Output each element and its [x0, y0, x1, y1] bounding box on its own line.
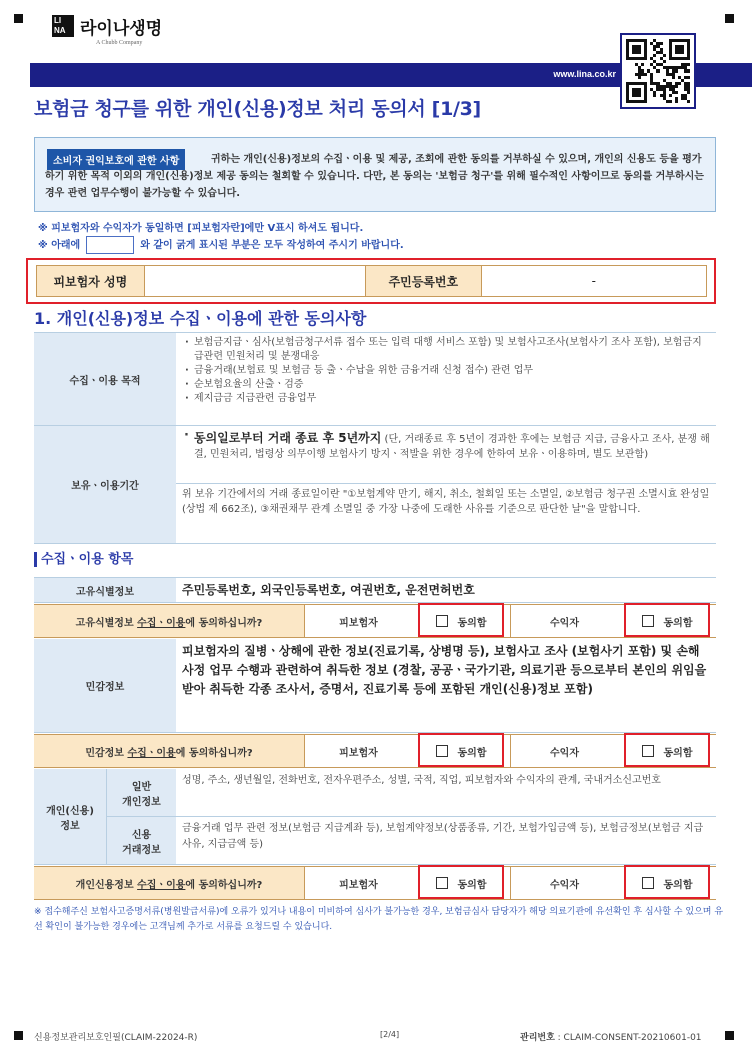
purpose-item: · 제지급금 지급관련 금융업무 — [182, 392, 710, 406]
unique-id-insured-agree[interactable]: 동의함 — [412, 605, 510, 637]
general-info-label: 일반 개인정보 — [106, 769, 176, 816]
corner-mark-bl — [14, 1031, 23, 1040]
note-same-person: ※ 피보험자와 수익자가 동일하면 [피보험자란]에만 V표시 하셔도 됩니다. — [38, 223, 364, 234]
purpose-item: · 순보험요율의 산출ㆍ검증 — [182, 378, 710, 392]
unique-id-label: 고유식별정보 — [34, 578, 176, 602]
purpose-item: · 보험금지급ㆍ심사(보험금청구서류 접수 또는 입력 대행 서비스 포함) 및 보험사고조사(보험사기 조사 포함), 보험금지급관련 민원처리 및 분쟁대응 — [182, 336, 710, 364]
insured-label: 피보험자 — [304, 867, 412, 899]
sensitive-beneficiary-agree[interactable]: 동의함 — [618, 735, 716, 767]
sensitive-row — [34, 639, 716, 733]
insured-label: 피보험자 — [304, 605, 412, 637]
personal-insured-agree[interactable]: 동의함 — [412, 867, 510, 899]
qr-code — [620, 33, 696, 109]
logo-subtitle: A Chubb Company — [96, 40, 143, 46]
retention-content — [176, 426, 716, 543]
logo-mark: LI NA — [52, 15, 74, 37]
retention-label: 보유ㆍ이용기간 — [34, 426, 176, 543]
personal-consent-question: 개인신용정보 수집ㆍ이용에 동의하십니까? — [75, 879, 263, 891]
rrn-field[interactable]: - — [482, 266, 706, 296]
management-number — [520, 1030, 702, 1043]
retention-period: · 동의일로부터 거래 종료 후 5년까지 (단, 거래종료 후 5년이 경과한 후에는 보험금 지급, 금융사고 조사, 분쟁 해결, 민원처리, 법령상 의무이행 보험사기 방지ㆍ적발을 위한 경우에 한하여 보유ㆍ이용하며, 별도 보관함) — [176, 426, 716, 484]
general-info-value: 성명, 주소, 생년월일, 전화번호, 전자우편주소, 성별, 국적, 직업, 피보험자와 수익자의 관계, 국내거소신고번호 — [176, 769, 716, 816]
rrn-label: 주민등록번호 — [366, 266, 482, 296]
retention-note: 위 보유 기간에서의 거래 종료일이란 "①보험계약 만기, 해지, 취소, 철회일 또는 소멸일, ②보험금 청구권 소멸시효 완성일(상법 제 662조), ③채권채무 관계 소멸일 중 가장 나중에 도래한 사유를 기준으로 판단한 날"을 말합니다. — [182, 489, 710, 515]
unique-id-beneficiary-agree[interactable]: 동의함 — [618, 605, 716, 637]
unique-id-consent-question: 고유식별정보 수집ㆍ이용에 동의하십니까? — [75, 617, 263, 629]
insured-label: 피보험자 — [304, 735, 412, 767]
beneficiary-label: 수익자 — [510, 867, 618, 899]
purpose-item: · 금융거래(보험료 및 보험금 등 출ㆍ수납을 위한 금융거래 신청 접수) 관련 업무 — [182, 364, 710, 378]
section-title: 1. 개인(신용)정보 수집ㆍ이용에 관한 동의사항 — [34, 309, 367, 328]
insured-info-box — [26, 258, 716, 304]
items-title: 수집ㆍ이용 항목 — [34, 552, 133, 567]
purpose-label: 수집ㆍ이용 목적 — [34, 333, 176, 425]
credit-info-value: 금융거래 업무 관련 정보(보험금 지급계좌 등), 보험계약정보(상품종류, 기간, 보험가입금액 등), 보험금정보(보험금 지급사유, 지급금액 등) — [176, 817, 716, 864]
sensitive-insured-agree[interactable]: 동의함 — [412, 735, 510, 767]
footnote: ※ 접수해주신 보험사고증명서류(병원발급서류)에 오류가 있거나 내용이 미비하여 심사가 불가능한 경우, 보험금심사 담당자가 해당 의료기관에 유선확인 후 심사할 수 있으며 유선 확인이 불가능한 경우에는 고객님께 추가로 서류를 요청드릴 수 있습니다. — [34, 907, 724, 932]
sensitive-consent-row — [34, 734, 716, 768]
management-number-label: 관리번호 — [520, 1033, 555, 1043]
corner-mark-tr — [725, 14, 734, 23]
unique-id-consent-row — [34, 604, 716, 638]
personal-beneficiary-agree[interactable]: 동의함 — [618, 867, 716, 899]
logo-name: 라이나생명 — [80, 19, 163, 39]
unique-id-row — [34, 577, 716, 603]
insured-name-field[interactable] — [145, 266, 366, 296]
unique-id-value: 주민등록번호, 외국인등록번호, 여권번호, 운전면허번호 — [176, 578, 716, 602]
retention-row — [34, 426, 716, 544]
note-bold-fields-post: 와 같이 굵게 표시된 부분은 모두 작성하여 주시기 바랍니다. — [140, 240, 404, 251]
personal-consent-row — [34, 866, 716, 900]
page-number: [2/4] — [380, 1030, 400, 1039]
purpose-list — [176, 333, 716, 425]
corner-mark-tl — [14, 14, 23, 23]
credit-info-label: 신용 거래정보 — [106, 817, 176, 864]
notice-label: 소비자 권익보호에 관한 사항 — [47, 149, 185, 170]
footer-form-id: 신용정보관리보호인필(CLAIM-22024-R) — [34, 1033, 198, 1043]
website-url: www.lina.co.kr — [553, 69, 616, 79]
note-bold-fields — [38, 236, 404, 254]
purpose-row — [34, 332, 716, 426]
sensitive-label: 민감정보 — [34, 639, 176, 732]
sample-box — [86, 236, 134, 254]
personal-info-block — [34, 769, 716, 865]
page-title: 보험금 청구를 위한 개인(신용)정보 처리 동의서 [1/3] — [34, 98, 481, 120]
corner-mark-br — [725, 1031, 734, 1040]
management-number-value: : CLAIM-CONSENT-20210601-01 — [557, 1033, 702, 1043]
insured-name-label: 피보험자 성명 — [37, 266, 145, 296]
note-bold-fields-pre: ※ 아래에 — [38, 240, 81, 251]
beneficiary-label: 수익자 — [510, 735, 618, 767]
beneficiary-label: 수익자 — [510, 605, 618, 637]
retention-text: (단, 거래종료 후 5년이 경과한 후에는 보험금 지급, 금융사고 조사, 분쟁 해결, 민원처리, 법령상 의무이행 보험사기 방지ㆍ적발을 위한 경우에 한하여 보유ㆍ이용하며, 별도 보관함) — [194, 434, 710, 460]
sensitive-value: 피보험자의 질병ㆍ상해에 관한 정보(진료기록, 상병명 등), 보험사고 조사 (보험사기 포함) 및 손해사정 업무 수행과 관련하여 취득한 정보 (경찰, 공공ㆍ국가기관, 의료기관 등으로부터 본인의 위임을 받아 취득한 각종 조사서, 증명서, 진료기록 등에 포함된 개인(신용)정보 포함) — [176, 639, 716, 732]
retention-bold: 동의일로부터 거래 종료 후 5년까지 — [194, 431, 382, 445]
consumer-notice-box — [34, 137, 716, 212]
sensitive-consent-question: 민감정보 수집ㆍ이용에 동의하십니까? — [85, 747, 253, 759]
notice-text: 귀하는 개인(신용)정보의 수집ㆍ이용 및 제공, 조회에 관한 동의를 거부하실 수 있으며, 개인의 신용도 등을 평가하기 위한 목적 이외의 개인(신용)정보 제공 동의는 철회할 수 있습니다. 다만, 본 동의는 '보험금 청구'를 위해 필수적인 사항이므로 동의를 거부하시는 경우 관련 업무수행이 불가능할 수 있습니다. — [45, 154, 704, 199]
personal-info-label: 개인(신용) 정보 — [34, 769, 106, 864]
